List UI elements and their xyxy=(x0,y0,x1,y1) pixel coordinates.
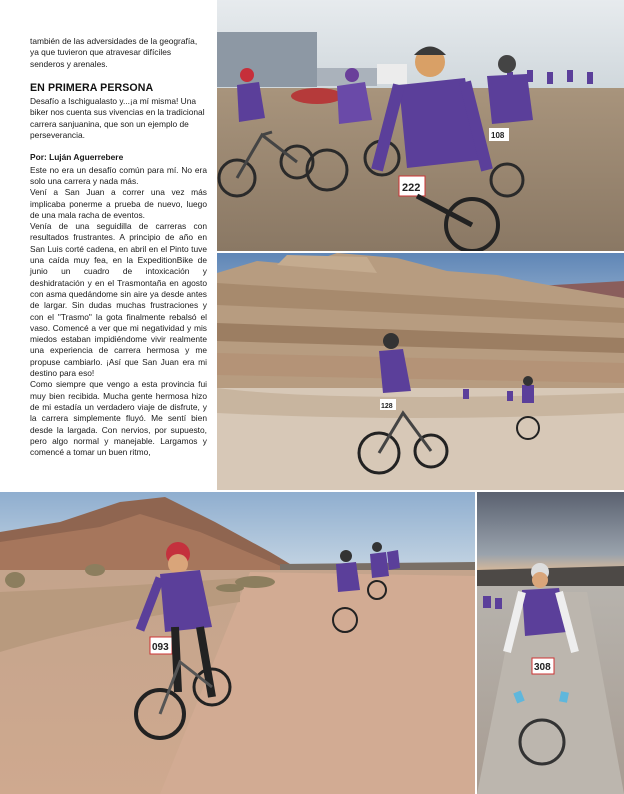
bib-number: 093 xyxy=(152,642,169,653)
article-body xyxy=(30,165,207,459)
photo-sand-trail xyxy=(0,492,475,794)
body-paragraph: Este no era un desafío común para mí. No era solo una carrera y nada más. xyxy=(30,164,207,186)
bib-number: 222 xyxy=(402,182,421,194)
photo-rock-formations xyxy=(217,253,624,490)
photo-dusk-road xyxy=(477,492,624,794)
byline: Por: Luján Aguerrebere xyxy=(30,152,124,163)
lead-paragraph: Desafío a Ischigualasto y...¡a mí misma! Una biker nos cuenta sus vivencias en la tradicional carrera sanjuanina, que son un ejemplo de perseverancia. xyxy=(30,96,205,141)
intro-paragraph: también de las adversidades de la geografía, ya que tuvieron que atravesar difíciles senderos y arenales. xyxy=(30,36,198,69)
body-paragraph: Venía de una seguidilla de carreras con resultados frustrantes. A principio de año en San Luis corté cadena, en abril en el Pinto tuve una caída muy fea, en la ExpeditionBike de junio un cuadro de intoxicación y deshidratación y en el Trasmontaña en agosto con asma quedándome sin aire ya desde antes de largar. Sin dudas muchas frustraciones y con el "Trasmo" la gota finalmente rebalsó el vaso. Comencé a ver que mi negatividad y mis miedos estaban impidiéndome vivir realmente una experiencia de carrera hermosa y me propuse cambiarlo. ¡Así que San Juan era mi destino para eso! xyxy=(30,221,207,379)
bib-number: 128 xyxy=(381,403,393,410)
bib-number: 108 xyxy=(491,131,505,140)
photo-race-start xyxy=(217,0,624,251)
article-text-column xyxy=(30,36,207,458)
bib-number: 308 xyxy=(534,662,551,673)
section-title: EN PRIMERA PERSONA xyxy=(30,81,154,94)
body-paragraph: Vení a San Juan a correr una vez más implicaba ponerme a prueba de nuevo, luego de una mala racha de eventos. xyxy=(30,187,207,220)
body-paragraph: Como siempre que vengo a esta provincia fui muy bien recibida. Mucha gente hermosa hizo de mi estadía un verdadero viaje de disfrute, y la carrera simplemente fluyó. Me sentí bien desde la largada. Con nervios, por supuesto, pero algo normal y manejable. Largamos y comencé a tomar un buen ritmo, xyxy=(30,379,207,458)
